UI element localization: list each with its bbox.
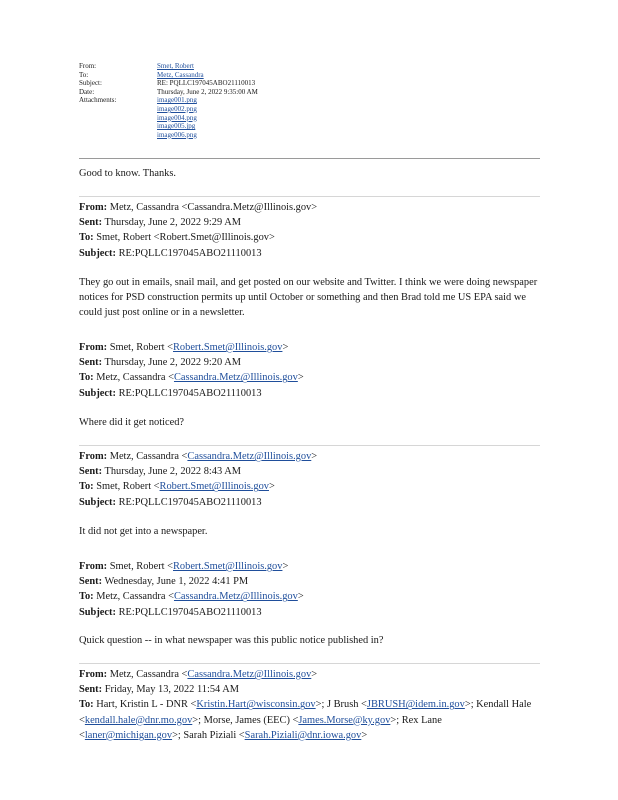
email-link[interactable]: Cassandra.Metz@Illinois.gov: [187, 669, 312, 680]
to-name: Metz, Cassandra <: [96, 372, 174, 384]
to-label: To:: [79, 372, 94, 384]
sent-label: Sent:: [79, 576, 103, 588]
header-from-row: [79, 62, 258, 71]
header-subject-label: Subject:: [79, 79, 102, 88]
email-link[interactable]: Kristin.Hart@wisconsin.gov: [196, 699, 316, 711]
quoted-message-4: [79, 559, 544, 620]
from-label: From:: [79, 669, 108, 680]
sent-value: Friday, May 13, 2022 11:54 AM: [104, 684, 240, 696]
from-value: Metz, Cassandra <Cassandra.Metz@Illinois.gov>: [109, 202, 318, 213]
subject-value: RE:PQLLC197045ABO21110013: [118, 247, 262, 259]
email-header: [79, 62, 258, 139]
from-label: From:: [79, 451, 108, 462]
from-name: Smet, Robert <: [109, 561, 173, 572]
subject-label: Subject:: [79, 496, 116, 508]
from-label: From:: [79, 561, 108, 572]
message-2-body: Where did it get noticed?: [79, 417, 185, 428]
email-link[interactable]: kendall.hale@dnr.mo.gov: [84, 714, 193, 726]
quoted-message-3: [79, 449, 544, 510]
email-link[interactable]: Robert.Smet@Illinois.gov: [159, 481, 269, 493]
header-to-link[interactable]: Metz, Cassandra: [157, 70, 204, 79]
to-name: Metz, Cassandra <: [96, 591, 174, 603]
from-label: From:: [79, 202, 108, 213]
sent-value: Thursday, June 2, 2022 8:43 AM: [104, 466, 241, 478]
bracket: >: [311, 451, 318, 462]
recipient-name: >; Sarah Piziali <: [172, 729, 245, 741]
header-date-label: Date:: [79, 87, 95, 96]
message-divider: [79, 663, 540, 664]
message-divider: [79, 445, 540, 446]
header-from-link[interactable]: Smet, Robert: [157, 62, 194, 70]
from-name: Metz, Cassandra <: [109, 669, 188, 680]
header-date-row: [79, 88, 258, 97]
email-link[interactable]: Cassandra.Metz@Illinois.gov: [173, 591, 298, 603]
sent-value: Thursday, June 2, 2022 9:20 AM: [104, 357, 241, 369]
subject-value: RE:PQLLC197045ABO21110013: [118, 387, 262, 399]
header-attachments-row: [79, 96, 258, 139]
subject-label: Subject:: [79, 387, 116, 399]
sent-value: Wednesday, June 1, 2022 4:41 PM: [104, 576, 249, 588]
header-attachments-label: Attachments:: [79, 96, 117, 105]
to-label: To:: [79, 699, 94, 711]
sent-label: Sent:: [79, 684, 103, 696]
sent-label: Sent:: [79, 466, 103, 478]
recipient-name: >; Kendall Hale <: [79, 699, 532, 726]
to-label: To:: [79, 232, 94, 244]
email-link[interactable]: Cassandra.Metz@Illinois.gov: [187, 451, 312, 462]
to-value: Smet, Robert <Robert.Smet@Illinois.gov>: [96, 232, 275, 244]
header-subject-row: [79, 79, 258, 88]
reply-body: Good to know. Thanks.: [79, 168, 176, 179]
email-link[interactable]: Robert.Smet@Illinois.gov: [173, 561, 283, 572]
bracket: >: [297, 591, 304, 603]
message-divider: [79, 196, 540, 197]
bracket: >: [361, 729, 368, 741]
to-label: To:: [79, 591, 94, 603]
bracket: >: [297, 372, 304, 384]
from-name: Smet, Robert <: [109, 342, 173, 353]
to-name: Smet, Robert <: [96, 481, 160, 493]
header-date-value: Thursday, June 2, 2022 9:35:00 AM: [157, 87, 258, 96]
quoted-message-5: [79, 667, 544, 743]
recipient-name: >; Rex Lane <: [79, 714, 442, 741]
header-to-label: To:: [79, 70, 89, 79]
to-label: To:: [79, 481, 94, 493]
bracket: >: [311, 669, 318, 680]
attachment-link[interactable]: image006.png: [157, 130, 197, 139]
message-4-body: Quick question -- in what newspaper was this public notice published in?: [79, 635, 384, 646]
from-label: From:: [79, 342, 108, 353]
attachment-link[interactable]: image005.jpg: [157, 122, 196, 131]
sent-label: Sent:: [79, 357, 103, 369]
recipient-name: Hart, Kristin L - DNR <: [96, 699, 197, 711]
subject-label: Subject:: [79, 606, 116, 618]
subject-value: RE:PQLLC197045ABO21110013: [118, 606, 262, 618]
bracket: >: [282, 561, 289, 572]
header-divider: [79, 158, 540, 159]
email-link[interactable]: JBRUSH@idem.in.gov: [366, 699, 465, 711]
header-from-label: From:: [79, 62, 97, 70]
sent-label: Sent:: [79, 217, 103, 229]
quoted-message-2: [79, 340, 544, 401]
email-link[interactable]: Robert.Smet@Illinois.gov: [173, 342, 283, 353]
subject-value: RE:PQLLC197045ABO21110013: [118, 496, 262, 508]
from-name: Metz, Cassandra <: [109, 451, 188, 462]
header-subject-value: RE: PQLLC197045ABO21110013: [157, 79, 256, 88]
message-1-body: They go out in emails, snail mail, and get posted on our website and Twitter. I think we were doing newspaper notices for PSD construction permits up until October or something and then Brad told me US EPA said we could just post online or in a newsletter.: [79, 277, 538, 318]
quoted-message-1: [79, 200, 544, 261]
recipient-name: >; Morse, James (EEC) <: [192, 714, 299, 726]
email-link[interactable]: Cassandra.Metz@Illinois.gov: [173, 372, 298, 384]
subject-label: Subject:: [79, 247, 116, 259]
message-3-body: It did not get into a newspaper.: [79, 526, 208, 537]
email-link[interactable]: Sarah.Piziali@dnr.iowa.gov: [244, 729, 362, 741]
attachment-link[interactable]: image001.png: [157, 96, 197, 105]
email-link[interactable]: James.Morse@ky.gov: [298, 714, 391, 726]
attachment-link[interactable]: image004.png: [157, 113, 197, 122]
email-link[interactable]: laner@michigan.gov: [84, 729, 173, 741]
sent-value: Thursday, June 2, 2022 9:29 AM: [104, 217, 241, 229]
bracket: >: [282, 342, 289, 353]
bracket: >: [268, 481, 275, 493]
recipient-name: >; J Brush <: [315, 699, 367, 711]
header-to-row: [79, 71, 258, 80]
attachment-link[interactable]: image002.png: [157, 104, 197, 113]
